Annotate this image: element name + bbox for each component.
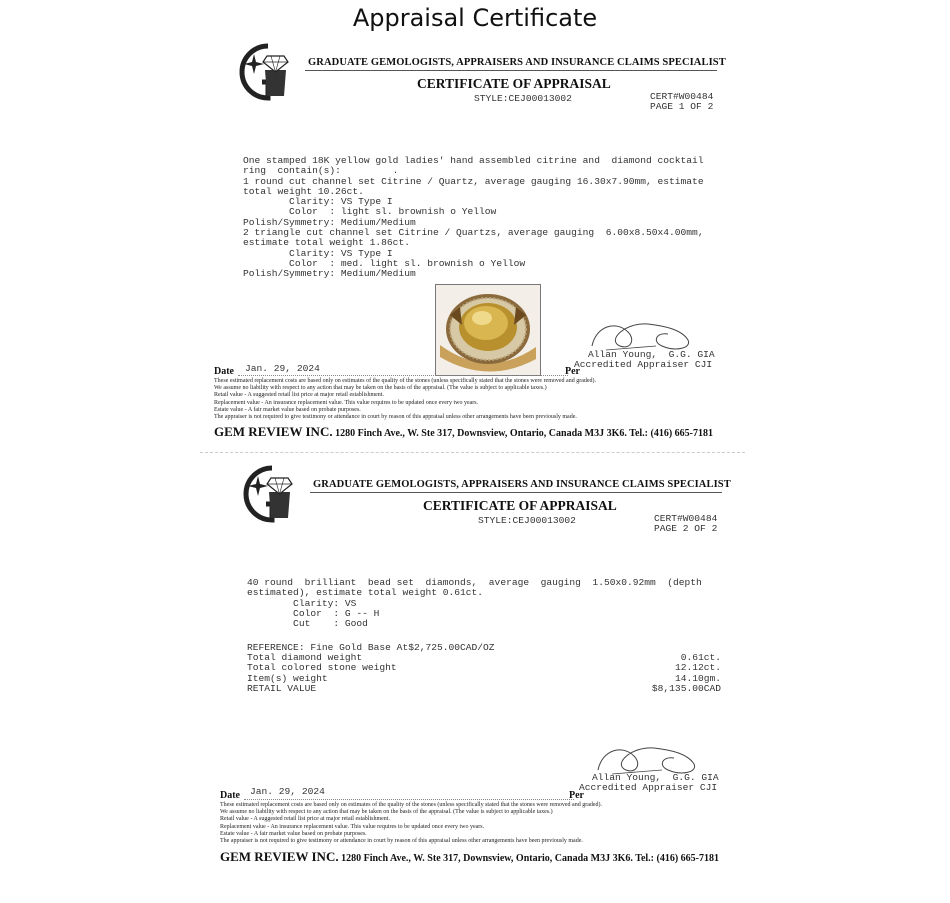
body-line: ring contain(s): . [243,165,399,177]
appraiser-name: Allan Young, G.G. GIA [588,349,715,360]
body-line: 40 round brilliant bead set diamonds, average gauging 1.50x0.92mm (depth [247,577,702,588]
date-label: Date [214,366,234,377]
company-address: 1280 Finch Ave., W. Ste 317, Downsview, Ontario, Canada M3J 3K6. [335,428,627,439]
date-label: Date [220,790,240,801]
body-line: Cut : Good [247,618,368,630]
body-line: total weight 10.26ct. [243,185,364,197]
page-number: PAGE 1 OF 2 [650,101,714,112]
company-phone: Tel.: (416) 665-7181 [629,428,713,439]
cert-number: CERT#W00484 [650,91,714,102]
summary-value: 0.61ct. [680,652,721,663]
footer [220,849,719,865]
disclaimer-line: Estate value - A fair market value based on probate purposes. [214,406,361,413]
disclaimer-line: We assume no liability with respect to any action that may be taken on the basis of the appraisal. (The value is subject to applicable taxes.) [220,809,553,816]
company-address: 1280 Finch Ave., W. Ste 317, Downsview, Ontario, Canada M3J 3K6. [341,853,633,864]
style-number: STYLE:CEJ00013002 [474,93,572,104]
style-number: STYLE:CEJ00013002 [478,515,576,526]
body-line: 1 round cut channel set Citrine / Quartz, average gauging 16.30x7.90mm, estimate [243,175,704,187]
body-line: 2 triangle cut channel set Citrine / Quartzs, average gauging 6.00x8.50x4.00mm, [243,227,704,239]
summary-table [247,653,721,694]
certificate-body [247,578,702,629]
body-line: Polish/Symmetry: Medium/Medium [243,216,416,228]
page-number: PAGE 2 OF 2 [654,523,718,534]
disclaimer-line: Replacement value - An insurance replacement value. This value requires to be updated once every two years. [220,823,485,830]
disclaimer-line: Replacement value - An insurance replacement value. This value requires to be updated once every two years. [214,399,479,406]
summary-value: 12.12ct. [674,662,721,674]
date-line [244,799,574,800]
summary-row [247,674,721,684]
body-line: Clarity: VS [247,597,357,609]
certificate-date: Jan. 29, 2024 [250,786,325,797]
certificate-date: Jan. 29, 2024 [245,363,320,374]
company-name: GEM REVIEW INC. [220,849,339,864]
certificate-title: CERTIFICATE OF APPRAISAL [423,498,617,513]
body-line: Clarity: VS Type I [243,196,393,208]
per-label: Per [569,790,584,801]
body-line: Polish/Symmetry: Medium/Medium [243,268,416,280]
summary-label: Total colored stone weight [247,662,397,674]
disclaimer-line: Estate value - A fair market value based on probate purposes. [220,830,367,837]
body-line: estimate total weight 1.86ct. [243,237,410,249]
company-phone: Tel.: (416) 665-7181 [635,853,719,864]
body-line: Clarity: VS Type I [243,247,393,259]
appraiser-name: Allan Young, G.G. GIA [592,772,719,783]
cert-number: CERT#W00484 [654,513,718,524]
certificate-header: GRADUATE GEMOLOGISTS, APPRAISERS AND INSURANCE CLAIMS SPECIALIST [313,479,731,490]
appraiser-title: Accredited Appraiser CJI [579,782,718,793]
disclaimer-line: Retail value - A suggested retail list price at major retail establishment. [220,816,390,823]
disclaimer-line: The appraiser is not required to give testimony or attendance in court by reason of this appraisal unless other arrangements have been previously made. [220,838,583,845]
reference-line: REFERENCE: Fine Gold Base At$2,725.00CAD/OZ [247,642,495,653]
summary-label: Total diamond weight [247,652,363,663]
disclaimer [220,802,602,845]
gem-logo [236,462,296,526]
header-rule [310,492,722,493]
body-line: Color : G -- H [247,607,380,619]
appraiser-title: Accredited Appraiser CJI [574,359,713,370]
disclaimer-line: Retail value - A suggested retail list price at major retail establishment. [214,392,384,399]
per-label: Per [565,366,580,377]
disclaimer-line: The appraiser is not required to give testimony or attendance in court by reason of this appraisal unless other arrangements have been previously made. [214,414,577,421]
summary-value: 14.10gm. [674,672,721,684]
certificate-title: CERTIFICATE OF APPRAISAL [417,76,611,91]
page-title: Appraisal Certificate [352,4,598,32]
body-line: Color : med. light sl. brownish o Yellow [243,257,526,269]
body-line: Color : light sl. brownish o Yellow [243,206,497,218]
disclaimer-line: These estimated replacement costs are based only on estimates of the quality of the stones (unless specifically stated that the stones were removed and graded). [220,802,603,808]
body-line: One stamped 18K yellow gold ladies' hand assembled citrine and diamond cocktail [243,155,704,166]
summary-row [247,684,721,694]
disclaimer-line: We assume no liability with respect to any action that may be taken on the basis of the appraisal. (The value is subject to applicable taxes.) [214,385,547,392]
summary-value: $8,135.00CAD [651,682,721,694]
certificate-header: GRADUATE GEMOLOGISTS, APPRAISERS AND INSURANCE CLAIMS SPECIALIST [308,57,726,68]
summary-label: RETAIL VALUE [247,682,317,694]
body-line: estimated), estimate total weight 0.61ct. [247,587,484,599]
summary-label: Item(s) weight [247,672,328,684]
company-name: GEM REVIEW INC. [214,424,333,439]
disclaimer-line: These estimated replacement costs are based only on estimates of the quality of the stones (unless specifically stated that the stones were removed and graded). [214,378,597,384]
